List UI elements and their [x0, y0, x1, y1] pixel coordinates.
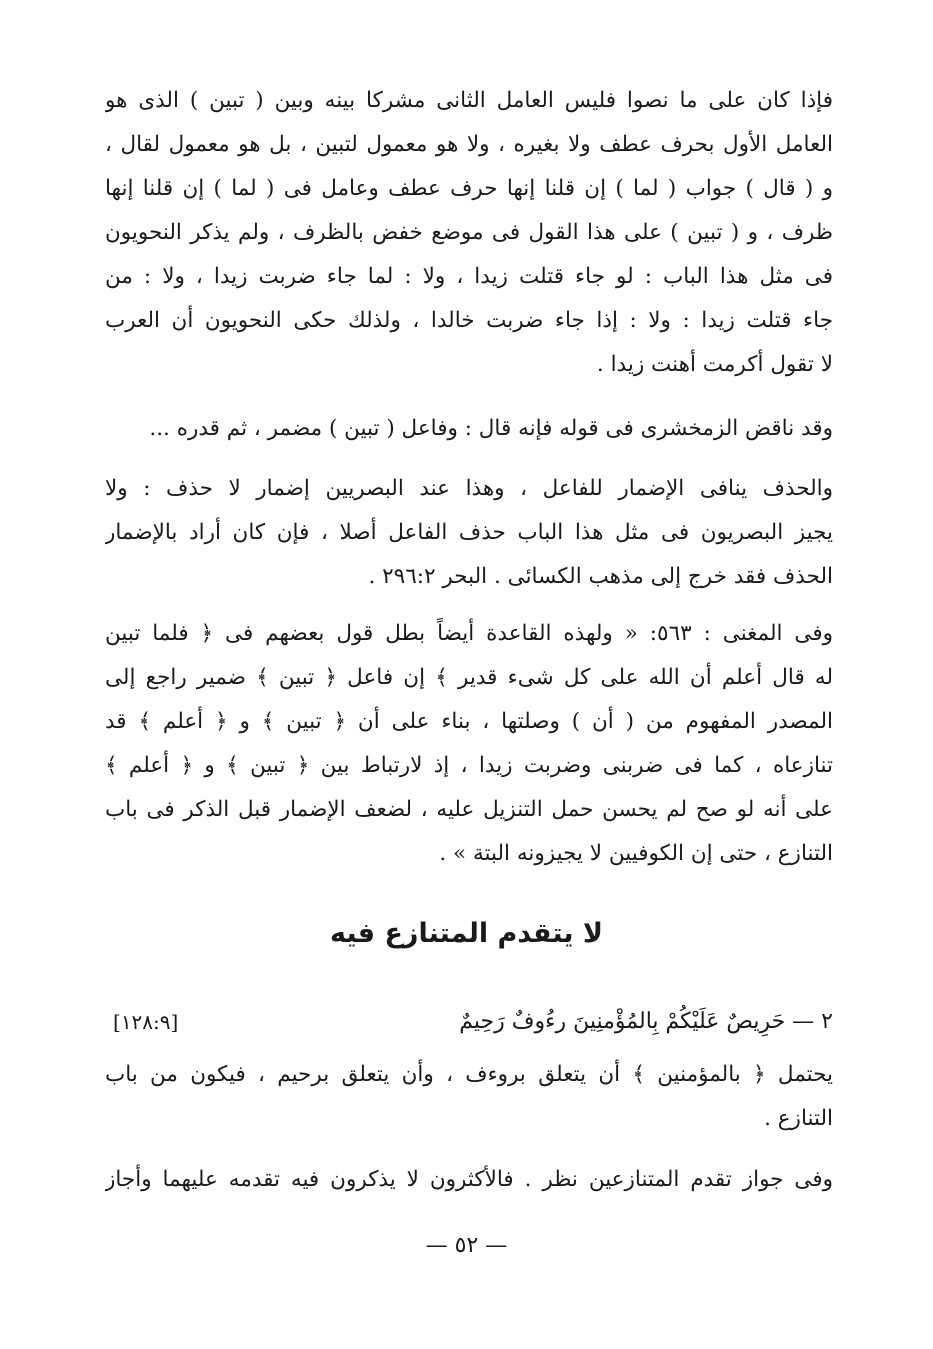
paragraph-line: وقد ناقض الزمخشرى فى قوله فإنه قال : وفاعل ( تبين ) مضمر ، ثم قدره ...: [149, 416, 833, 441]
paragraph-line: وفى جواز تقدم المتنازعين نظر . فالأكثرون لا يذكرون فيه تقدمه عليهما وأجاز: [105, 1167, 833, 1192]
paragraph-line: العامل الأول بحرف عطف ولا بغيره ، ولا هو معمول لتبين ، بل هو معمول لقال ،: [105, 132, 833, 157]
paragraph-line: ظرف ، و ( تبين ) على هذا القول فى موضع خفض بالظرف ، ولم يذكر النحويون: [105, 220, 833, 245]
paragraph-line: و ( قال ) جواب ( لما ) إن قلنا إنها حرف عطف وعامل فى ( لما ) إن قلنا إنها: [105, 176, 833, 201]
paragraph-line: وفى المغنى : ٥٦٣: « ولهذه القاعدة أيضاً بطل قول بعضهم فى ﴿ فلما تبين: [105, 621, 833, 646]
paragraph-line: فإذا كان على ما نصوا فليس العامل الثانى مشركا بينه وبين ( تبين ) الذى هو: [105, 88, 833, 113]
paragraph-line: والحذف ينافى الإضمار للفاعل ، وهذا عند البصريين إضمار لا حذف : ولا: [105, 476, 833, 501]
paragraph-line: يجيز البصريون فى مثل هذا الباب حذف الفاعل أصلا ، فإن كان أراد بالإضمار: [105, 520, 833, 545]
paragraph-line: تنازعاه ، كما فى ضربنى وضربت زيدا ، إذ لارتباط بين ﴿ تبين ﴾ و ﴿ أعلم ﴾: [105, 753, 833, 778]
paragraph-line: له قال أعلم أن الله على كل شىء قدير ﴾ إن فاعل ﴿ تبين ﴾ ضمير راجع إلى: [105, 665, 833, 690]
paragraph-line: التنازع .: [764, 1106, 833, 1131]
paragraph-3: [105, 467, 833, 599]
paragraph-line: فى مثل هذا الباب : لو جاء قتلت زيدا ، ولا : لما جاء ضربت زيدا ، ولا : من: [105, 264, 833, 289]
paragraph-line: التنازع ، حتى إن الكوفيين لا يجيزونه البتة » .: [439, 841, 833, 866]
paragraph-line: الحذف فقد خرج إلى مذهب الكسائى . البحر ٢٩٦:٢ .: [368, 564, 833, 589]
verse-text: ٢ — حَرِيصٌ عَلَيْكُمْ بِالمُؤْمنِينَ رءُوفٌ رَحِيمٌ: [459, 1009, 833, 1034]
paragraph-line: لا تقول أكرمت أهنت زيدا .: [596, 352, 833, 377]
page-number: — ٥٢ —: [425, 1233, 508, 1258]
verse-row: [105, 998, 833, 1046]
verse-reference: [١٢٨:٩]: [113, 1010, 179, 1034]
paragraph-line: يحتمل ﴿ بالمؤمنين ﴾ أن يتعلق بروءف ، وأن يتعلق برحيم ، فيكون من باب: [105, 1062, 833, 1087]
paragraph-1: [105, 79, 833, 387]
paragraph-line: على أنه لو صح لم يحسن حمل التنزيل عليه ، لضعف الإضمار قبل الذكر فى باب: [105, 797, 833, 822]
paragraph-6: [105, 1158, 833, 1202]
paragraph-line: جاء قتلت زيدا : ولا : إذا جاء ضربت خالدا ، ولذلك حكى النحويون أن العرب: [105, 308, 833, 333]
section-heading: لا يتقدم المتنازع فيه: [329, 918, 604, 949]
paragraph-5: [105, 1053, 833, 1141]
paragraph-4: [105, 612, 833, 876]
paragraph-line: المصدر المفهوم من ( أن ) وصلتها ، بناء على أن ﴿ تبين ﴾ و ﴿ أعلم ﴾ قد: [105, 709, 833, 734]
paragraph-2: [105, 407, 833, 451]
